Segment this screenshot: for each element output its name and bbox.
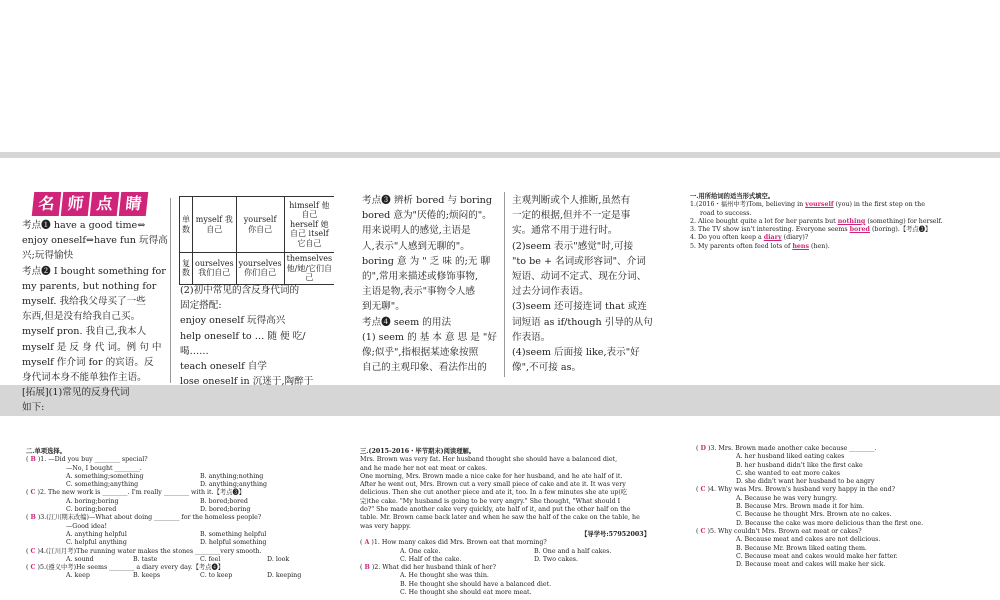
option-line: A. her husband liked eating cakes	[736, 453, 845, 461]
passage-line: delicious. Then she cut another piece and ate it, too. In a few minutes she ate up(吃	[360, 489, 628, 497]
option-line: B. Because Mr. Brown liked eating them.	[736, 544, 867, 552]
table-cell: themselves 他/她/它们自己	[284, 253, 334, 285]
section-title: 一.用所给词的适当形式填空。	[690, 193, 775, 200]
exercise-item: road to success.	[700, 209, 752, 217]
table-cell: myself 我自己	[193, 197, 237, 253]
option-row: C. boring;bored D. bored;boring	[66, 506, 251, 514]
table-cell: ourselves 我们自己	[193, 253, 237, 285]
slide-card-reflexive-pronouns[interactable]	[0, 158, 333, 414]
key-point-text-left: 考点❶ have a good time⇔ enjoy oneself⇔have fun 玩得高 兴;玩得愉快 考点❷ I bought something for my parents, but nothing for myself. 我给我父母买了一些 东西,但是没有给我自己买。 myself pron. 我自己,我本人 myself 是 反 身 代 词。例 句 中 myself 作介词 for 的宾语。反 身代词本身不能单独作主语。 [拓展](1)常见的反身代词 如下:	[22, 220, 168, 414]
vertical-divider	[170, 198, 171, 383]
question-stem: ( C )4.(江川月考)The running water makes the stones ________very smooth.	[26, 547, 262, 555]
option-row: A. sound B. taste C. feel D. look	[66, 555, 290, 563]
passage-line: One morning, Mrs. Brown made a nice cake for her husband, and he ate half of it.	[360, 472, 623, 480]
option-row: A. keep B. keeps C. to keep D. keeping	[66, 572, 302, 580]
section-title: 三.(2015-2016・毕节期末)阅读理解。	[360, 448, 476, 455]
option-line: D. Because meat and cakes will make her sick.	[736, 561, 886, 569]
passage-line: was very happy.	[360, 522, 411, 530]
exercise-item: 4. Do you often keep a diary (diary)?	[690, 234, 809, 242]
table-cell: yourself 你自己	[236, 197, 284, 253]
slide-card-reading-questions[interactable]	[670, 416, 1000, 600]
option-line: B. Because Mrs. Brown made it for him.	[736, 503, 865, 511]
table-cell: 复数	[180, 253, 193, 285]
option-line: C. Because he thought Mrs. Brown ate no cakes.	[736, 511, 892, 519]
key-point-text-left: 考点❸ 辨析 bored 与 boring bored 意为"厌倦的;烦闷的"。 用来说明人的感觉,主语是 人,表示"人感到无聊的"。 boring 意 为 " 乏 味 的;无 聊 的",常用来描述或修饰事物, 主语是物,表示"事物令人感 到无聊"。 考点❹ seem 的用法 (1) seem 的 基 本 意 思 是 "好 像;似乎",指根据某迹象按照 自己的主观印象、看法作出的	[362, 195, 497, 374]
exercise-item: 3. The TV show isn't interesting. Everyone seems bored (boring).【考点❸】	[690, 226, 932, 234]
option-line: C. He thought she should eat more meat.	[400, 589, 532, 597]
slide-card-reading-passage[interactable]	[334, 416, 664, 600]
option-line: D. Because the cake was more delicious than the first one.	[736, 519, 924, 527]
option-line: A. Because meat and cakes are not delicious.	[736, 536, 881, 544]
option-line: C. she wanted to eat more cakes	[736, 469, 840, 477]
question-stem: ( C )5.(遵义中考)He seems ________ a diary every day.【考点❹】	[26, 564, 225, 572]
exercise-item: 1.(2016・福州中考)Tom, believing in yourself (you) in the first step on the	[690, 201, 925, 209]
question-line: —No, I bought ________.	[66, 464, 142, 472]
option-line: B. her husband didn't like the first cake	[736, 461, 863, 469]
passage-line: and he made her not eat meat or cakes.	[360, 464, 488, 472]
question-stem: ( C )5. Why couldn't Mrs. Brown eat meat or cakes?	[696, 527, 862, 535]
section-title: 二.单项选择。	[26, 448, 66, 455]
question-line: —Good idea!	[66, 522, 107, 530]
option-line: D. she didn't want her husband to be angry	[736, 478, 875, 486]
table-row	[180, 197, 335, 253]
table-row	[180, 253, 335, 285]
vertical-divider	[504, 192, 505, 377]
reflexive-pronoun-table	[179, 196, 335, 285]
slide-card-bored-boring-seem[interactable]	[334, 158, 664, 385]
option-line: C. Because meat and cakes would make her fatter.	[736, 552, 898, 560]
table-cell: 单数	[180, 197, 193, 253]
slide-card-multiple-choice[interactable]	[0, 416, 328, 600]
question-stem: ( B )3.(江川期末改编)—What about doing ________ for the homeless people?	[26, 514, 262, 522]
question-stem: ( B )2. What did her husband think of her?	[360, 564, 496, 572]
exercise-text	[690, 193, 943, 251]
option-row: C. helpful anything D. helpful something	[66, 539, 267, 547]
passage-line: Mrs. Brown was very fat. Her husband thought she should have a balanced diet,	[360, 456, 618, 464]
option-row: A. One cake. B. One and a half cakes.	[400, 547, 612, 555]
question-stem: ( D )3. Mrs. Brown made another cake because ________.	[696, 445, 877, 452]
option-row: A. anything helpful B. something helpful	[66, 530, 267, 538]
option-row: C. something;anything D. anything;anything	[66, 481, 268, 489]
guide-code: 【导学号:57952003】	[581, 530, 650, 538]
option-line: A. He thought she was thin.	[400, 572, 489, 580]
table-cell: himself 他自己 herself 她自己 itself 它自己	[284, 197, 334, 253]
question-stem: ( A )1. How many cakes did Mrs. Brown eat that morning?	[360, 539, 547, 547]
passage-line: 完)the cake. "My husband is going to be very angry." She thought, "What should I	[360, 497, 621, 505]
question-stem: ( C )4. Why was Mrs. Brown's husband very happy in the end?	[696, 486, 896, 494]
passage-line: do?" She made another cake very quickly, ate half of it, and put the other half on the	[360, 506, 631, 514]
option-line: A. Because he was very hungry.	[736, 494, 838, 502]
question-stem: ( B )1. —Did you buy ________ special?	[26, 456, 148, 464]
slide-card-fill-in-blanks[interactable]	[670, 158, 1000, 385]
key-point-text-right: 主观判断或个人推断,虽然有 一定的根据,但并不一定是事 实。通常不用于进行时。 (2)seem 表示"感觉"时,可接 "to be + 名词或形容词"、介词 短语、动词不定式、现在分词、 过去分词作表语。 (3)seem 还可接连词 that 或连 词短语 as if/though 引导的从句 作表语。 (4)seem 后面接 like,表示"好 像",不可接 as。	[512, 195, 653, 374]
question-stem: ( C )2. The new work is ________. I'm really ________ with it.【考点❸】	[26, 489, 246, 497]
option-row: C. Half of the cake. D. Two cakes.	[400, 555, 579, 563]
exercise-text	[696, 445, 923, 569]
exercise-item: 5. My parents often feed lots of hens (hen).	[690, 242, 830, 250]
table-cell: yourselves 你们自己	[236, 253, 284, 285]
passage-line: After he went out, Mrs. Brown cut a very small piece of cake and ate it. It was very	[360, 481, 626, 489]
passage-line: table. Mr. Brown came back later and when he saw the half of the cake on the table, he	[360, 514, 640, 522]
option-line: B. He thought she should have a balanced diet.	[400, 580, 552, 588]
exercise-text	[26, 448, 334, 581]
option-row: A. something;something B. anything;nothing	[66, 472, 264, 480]
exercise-text	[360, 448, 668, 597]
exercise-item: 2. Alice bought quite a lot for her parents but nothing (something) for herself.	[690, 217, 943, 225]
ming-shi-dian-jing-badge: 名 师 点 睛	[33, 192, 149, 216]
option-row: A. boring;boring B. bored;bored	[66, 497, 248, 505]
key-point-text-right: (2)初中常见的含反身代词的 固定搭配: enjoy oneself 玩得高兴 help oneself to … 随 便 吃/ 喝…… teach oneself 自学 lose oneself in 沉迷于,陶醉于	[180, 285, 314, 388]
